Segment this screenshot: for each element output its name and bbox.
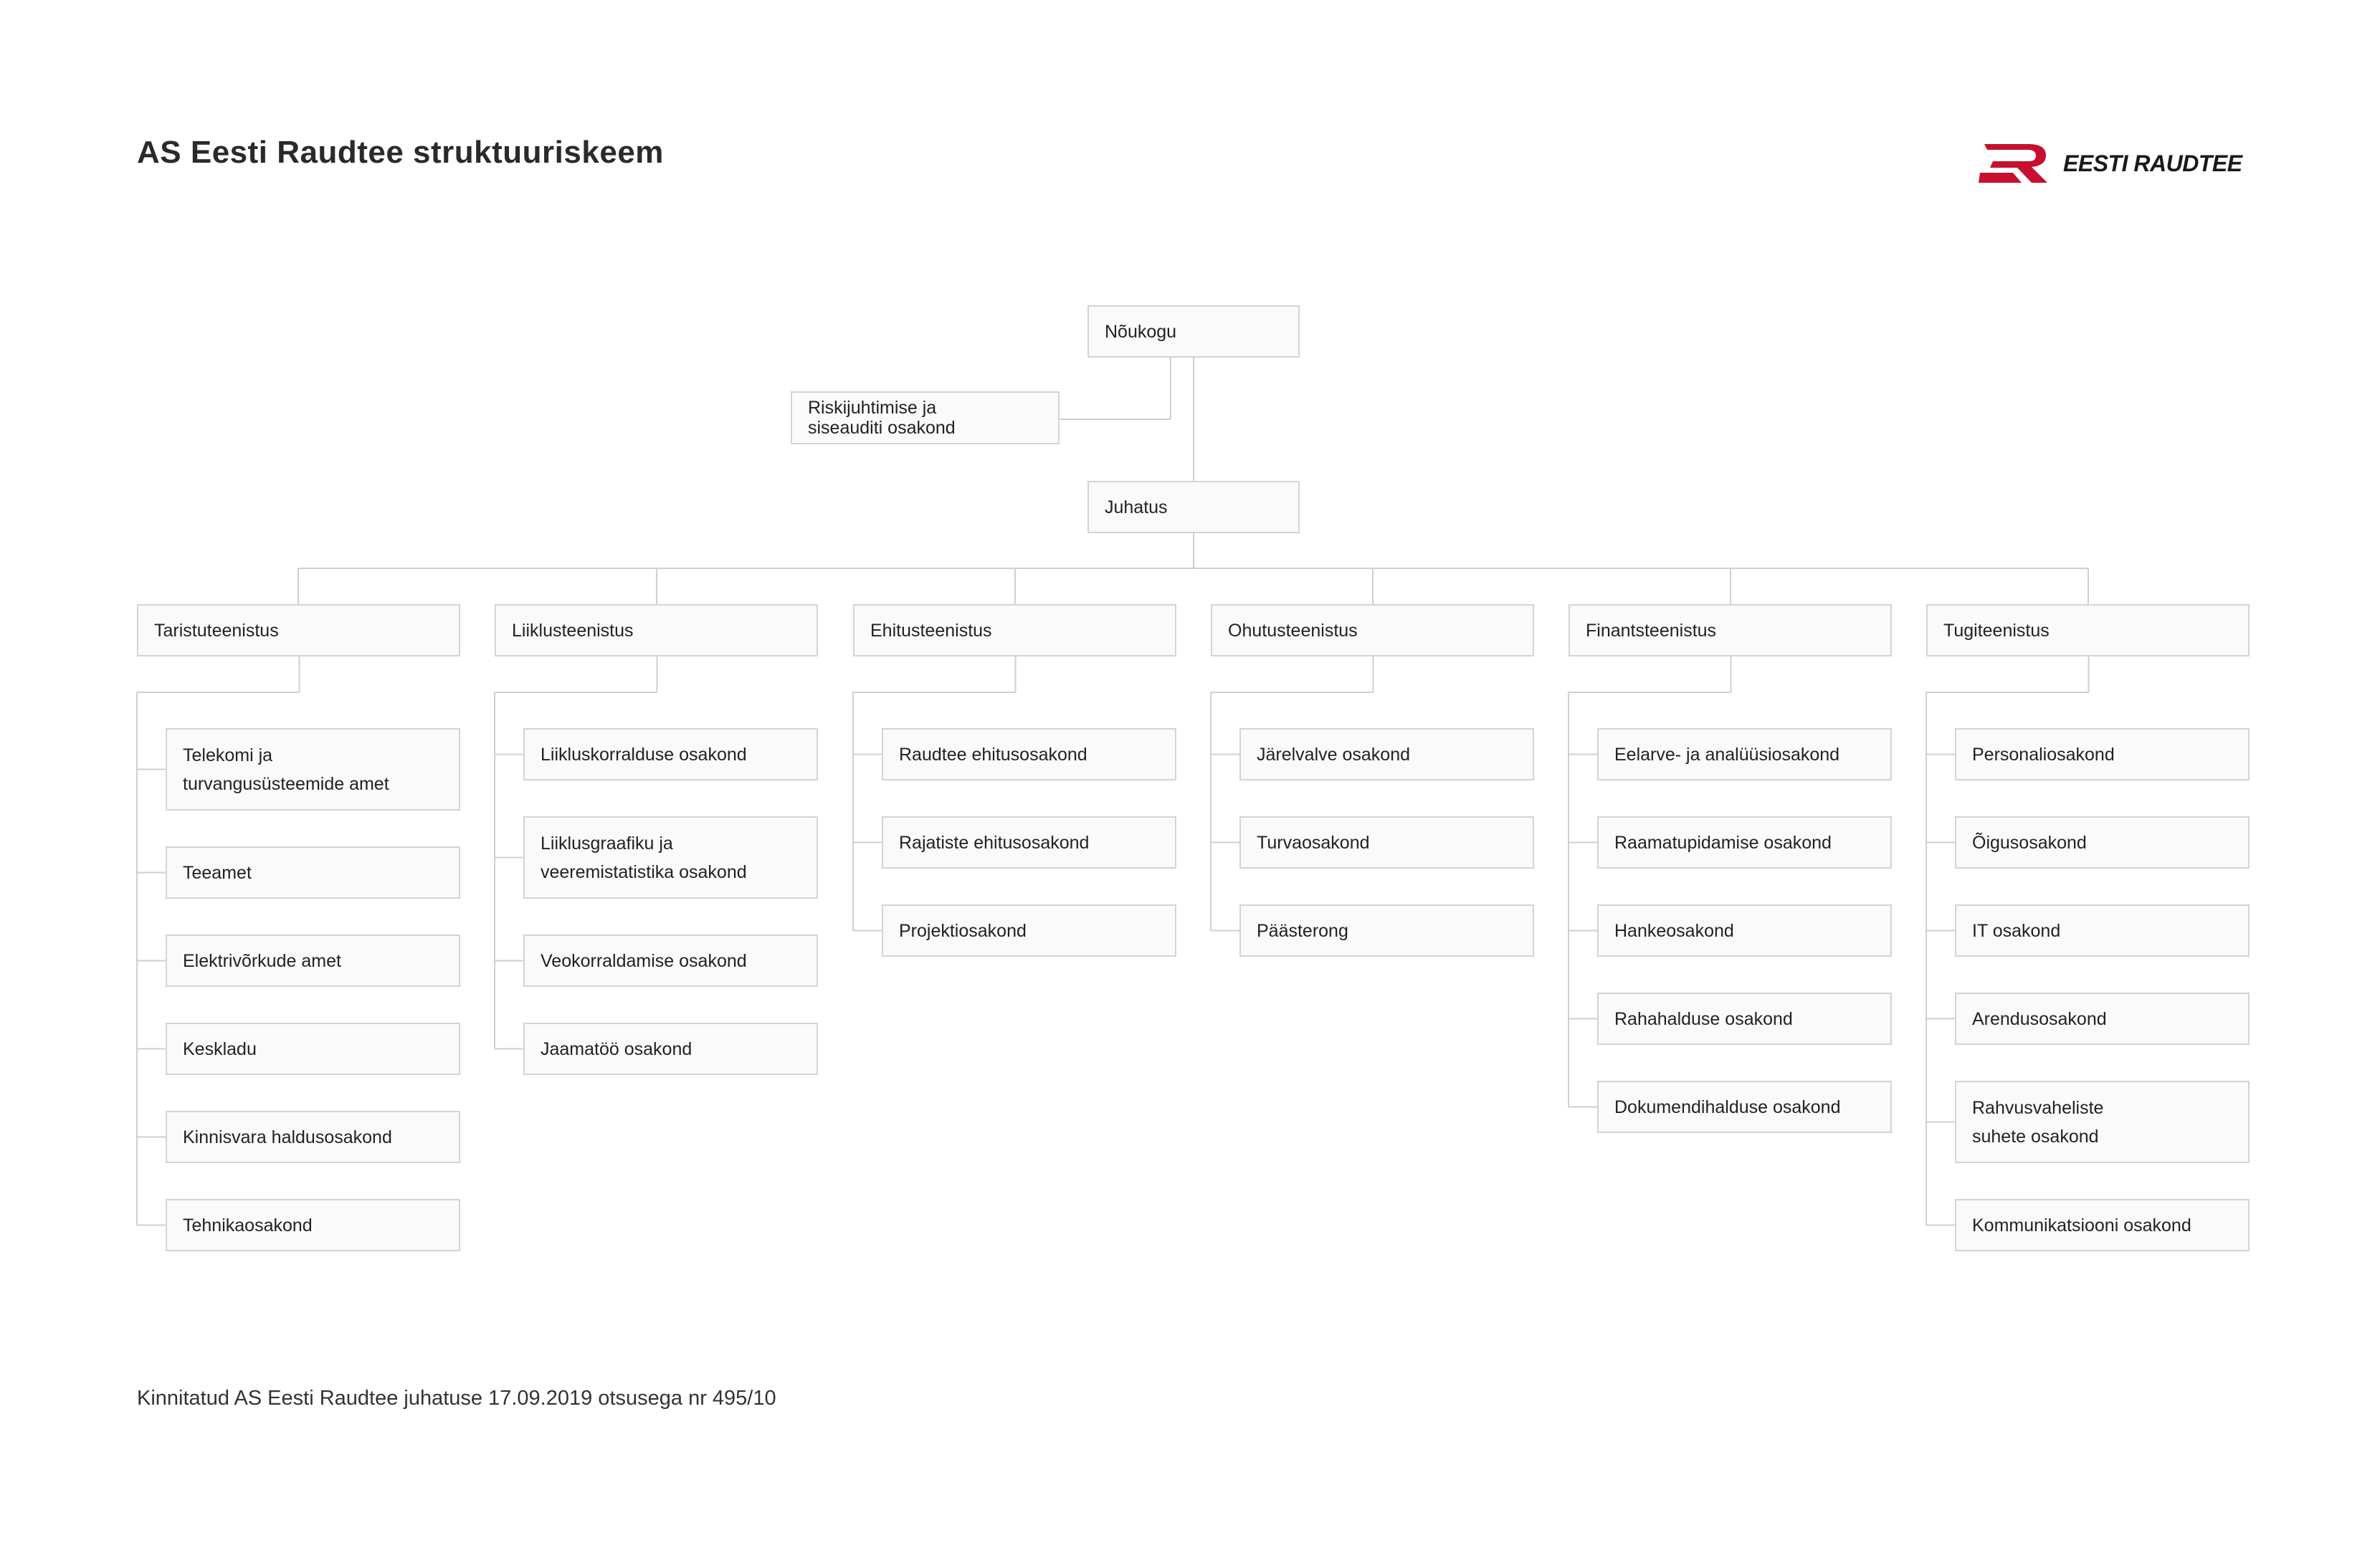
department-node bbox=[1597, 1081, 1892, 1133]
department-node bbox=[1955, 993, 2250, 1045]
department-label: Hankeosakond bbox=[1614, 920, 1734, 941]
service-node bbox=[495, 604, 818, 656]
department-node bbox=[523, 1023, 818, 1075]
department-label: Õigusosakond bbox=[1972, 832, 2087, 853]
department-label: Järelvalve osakond bbox=[1257, 744, 1411, 765]
department-node bbox=[1955, 1081, 2250, 1163]
department-node bbox=[1239, 816, 1534, 869]
department-label: Veokorraldamise osakond bbox=[541, 950, 747, 971]
department-label: Tehnikaosakond bbox=[183, 1215, 313, 1236]
department-label: Telekomi ja turvangusüsteemide amet bbox=[183, 745, 389, 794]
service-node bbox=[1211, 604, 1534, 656]
department-label: Projektiosakond bbox=[899, 920, 1027, 941]
department-label: Elektrivõrkude amet bbox=[183, 950, 341, 971]
node-label: Juhatus bbox=[1105, 497, 1168, 517]
department-node bbox=[166, 846, 460, 899]
page-title: AS Eesti Raudtee struktuuriskeem bbox=[137, 135, 664, 170]
department-node bbox=[882, 904, 1176, 957]
department-label: Dokumendihalduse osakond bbox=[1614, 1096, 1841, 1117]
approval-note: Kinnitatud AS Eesti Raudtee juhatuse 17.09.2019 otsusega nr 495/10 bbox=[137, 1387, 776, 1410]
department-label: Rajatiste ehitusosakond bbox=[899, 832, 1090, 853]
department-node bbox=[882, 816, 1176, 869]
department-label: Jaamatöö osakond bbox=[541, 1038, 692, 1059]
department-label: Kommunikatsiooni osakond bbox=[1972, 1215, 2191, 1236]
department-label: Kinnisvara haldusosakond bbox=[183, 1127, 392, 1147]
department-label: Teeamet bbox=[183, 862, 252, 883]
service-node bbox=[853, 604, 1176, 656]
service-label: Ohutusteenistus bbox=[1228, 620, 1358, 641]
org-node-risk-audit bbox=[791, 391, 1060, 444]
service-label: Finantsteenistus bbox=[1586, 620, 1717, 641]
department-node bbox=[1597, 728, 1892, 780]
service-label: Taristuteenistus bbox=[154, 620, 279, 641]
department-node bbox=[882, 728, 1176, 780]
department-node bbox=[1597, 816, 1892, 869]
node-label: Riskijuhtimise ja siseauditi osakond bbox=[808, 398, 956, 438]
department-label: Personaliosakond bbox=[1972, 744, 2115, 765]
node-label: Nõukogu bbox=[1105, 321, 1177, 342]
department-node bbox=[523, 816, 818, 899]
department-node bbox=[1955, 816, 2250, 869]
service-label: Liiklusteenistus bbox=[512, 620, 634, 641]
department-node bbox=[1597, 993, 1892, 1045]
org-node-noukogu bbox=[1087, 305, 1300, 358]
department-node bbox=[166, 1199, 460, 1251]
department-label: Keskladu bbox=[183, 1038, 257, 1059]
department-label: Turvaosakond bbox=[1257, 832, 1370, 853]
department-label: Päästerong bbox=[1257, 920, 1348, 941]
department-node bbox=[166, 935, 460, 987]
department-label: Liiklusgraafiku ja veeremistatistika osakond bbox=[541, 833, 747, 882]
department-label: Arendusosakond bbox=[1972, 1008, 2107, 1029]
service-label: Tugiteenistus bbox=[1943, 620, 2050, 641]
department-node bbox=[1239, 904, 1534, 957]
department-node bbox=[1955, 904, 2250, 957]
service-label: Ehitusteenistus bbox=[870, 620, 992, 641]
department-node bbox=[1955, 728, 2250, 780]
service-node bbox=[1926, 604, 2250, 656]
logo-text: EESTI RAUDTEE bbox=[2063, 150, 2242, 176]
department-label: Liikluskorralduse osakond bbox=[541, 744, 747, 765]
department-label: Raudtee ehitusosakond bbox=[899, 744, 1087, 765]
department-label: Raamatupidamise osakond bbox=[1614, 832, 1832, 853]
department-node bbox=[1597, 904, 1892, 957]
service-node bbox=[137, 604, 460, 656]
department-node bbox=[166, 1023, 460, 1075]
service-node bbox=[1569, 604, 1892, 656]
department-node bbox=[166, 1111, 460, 1163]
department-node bbox=[1239, 728, 1534, 780]
department-node bbox=[1955, 1199, 2250, 1251]
department-label: Eelarve- ja analüüsiosakond bbox=[1614, 744, 1840, 765]
department-label: Rahvusvaheliste suhete osakond bbox=[1972, 1097, 2104, 1147]
department-node bbox=[166, 728, 460, 811]
department-label: IT osakond bbox=[1972, 920, 2061, 941]
department-label: Rahahalduse osakond bbox=[1614, 1008, 1793, 1029]
department-node bbox=[523, 728, 818, 780]
org-node-juhatus bbox=[1087, 481, 1300, 533]
department-node bbox=[523, 935, 818, 987]
